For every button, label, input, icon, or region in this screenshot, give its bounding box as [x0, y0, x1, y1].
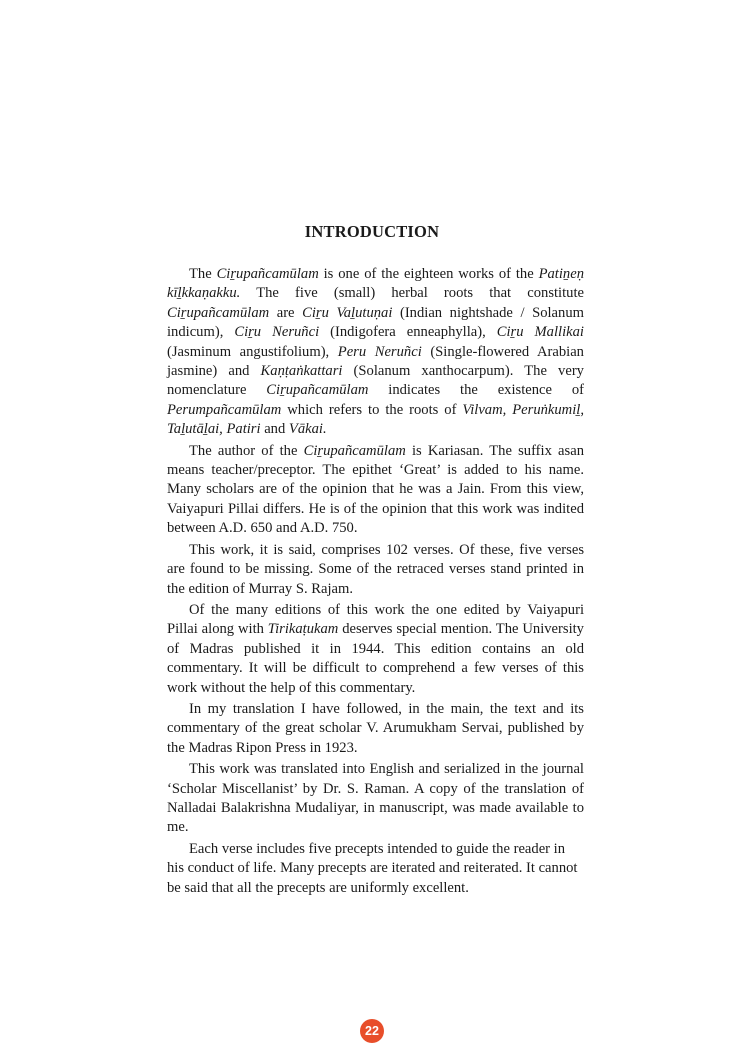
- text-run: indicates the existence of: [368, 382, 584, 399]
- italic-term: Vākai.: [288, 421, 327, 438]
- italic-term: Ciṟupañcamūlam: [303, 442, 406, 459]
- text-run: This work was translated into English and serialized in the journal ‘Scholar Miscellanist’ by Dr. S. Raman. A copy of the translation of Nalladai Balakrishna Mudaliyar, in manuscript, was made available to me.: [167, 761, 584, 836]
- body-text: [167, 265, 584, 900]
- text-run: which refers to the roots of: [281, 401, 463, 418]
- text-run: is Kariasan. The suffix asan means teacher/preceptor. The epithet ‘Great’ is added to his name. Many scholars are of the opinion that he was a Jain. From this view, Vaiyapuri Pillai differs. He is of the opinion that this work was indited between A.D. 650 and A.D. 750.: [167, 442, 584, 537]
- text-run: deserves special mention. The University of Madras published it in 1944. This edition contains an old commentary. It will be difficult to comprehend a few verses of this work without the help of this commentary.: [167, 621, 584, 696]
- paragraph: [167, 265, 584, 440]
- paragraph: [167, 700, 584, 758]
- text-run: (Indigofera enneaphylla),: [319, 324, 497, 341]
- text-run: and: [260, 421, 289, 438]
- paragraph: [167, 442, 584, 539]
- text-run: In my translation I have followed, in the main, the text and its commentary of the great scholar V. Arumukham Servai, published by the Madras Ripon Press in 1923.: [167, 700, 584, 756]
- paragraph: [167, 541, 584, 599]
- italic-term: Kaṇṭaṅkattari: [260, 363, 343, 380]
- text-run: The author of the: [189, 442, 304, 459]
- text-run: The five (small) herbal roots that constitute: [240, 285, 584, 302]
- text-run: Of the many editions of this work the one edited by Vaiyapuri Pillai along with: [167, 601, 584, 638]
- italic-term: Ciṟu Vaḻutuṇai: [302, 304, 393, 321]
- italic-term: Peru Neruñci: [337, 343, 422, 360]
- italic-term: Patiṉeṇ kīḻkkaṇakku.: [167, 266, 584, 302]
- italic-term: Tirikaṭukam: [267, 621, 339, 638]
- page-title: INTRODUCTION: [304, 222, 440, 241]
- text-run: is one of the eighteen works of the: [318, 266, 539, 282]
- italic-term: Ciṟu Mallikai: [496, 324, 584, 341]
- italic-term: Ciṟupañcamūlam: [266, 382, 369, 399]
- text-run: (Single-flowered Arabian jasmine) and: [167, 343, 584, 380]
- text-run: The: [189, 266, 217, 282]
- italic-term: Ciṟu Neruñci: [234, 324, 320, 341]
- italic-term: Perumpañcamūlam: [167, 401, 282, 418]
- text-run: This work, it is said, comprises 102 verses. Of these, five verses are found to be missing. Some of the retraced verses stand printed in the edition of Murray S. Rajam.: [167, 541, 584, 597]
- text-run: are: [269, 304, 303, 321]
- paragraph: [167, 760, 584, 838]
- text-run: Each verse includes five precepts intended to guide the reader in his conduct of life. Many precepts are iterated and reiterated. It cannot be said that all the precepts are uniformly excellent.: [167, 840, 578, 896]
- paragraph: [167, 601, 584, 698]
- page-number-badge: 22: [360, 1019, 384, 1043]
- italic-term: Vilvam, Peruṅkumiḻ, Taḻutāḻai, Patiri: [167, 401, 584, 438]
- text-run: (Jasminum angustifolium),: [167, 343, 338, 360]
- text-run: (Indian nightshade / Solanum indicum),: [167, 304, 584, 341]
- text-run: (Solanum xanthocarpum). The very nomenclature: [167, 363, 584, 399]
- paragraph: [167, 840, 584, 898]
- italic-term: Ciṟupañcamūlam: [167, 304, 270, 321]
- italic-term: Ciṟupañcamūlam: [216, 266, 319, 282]
